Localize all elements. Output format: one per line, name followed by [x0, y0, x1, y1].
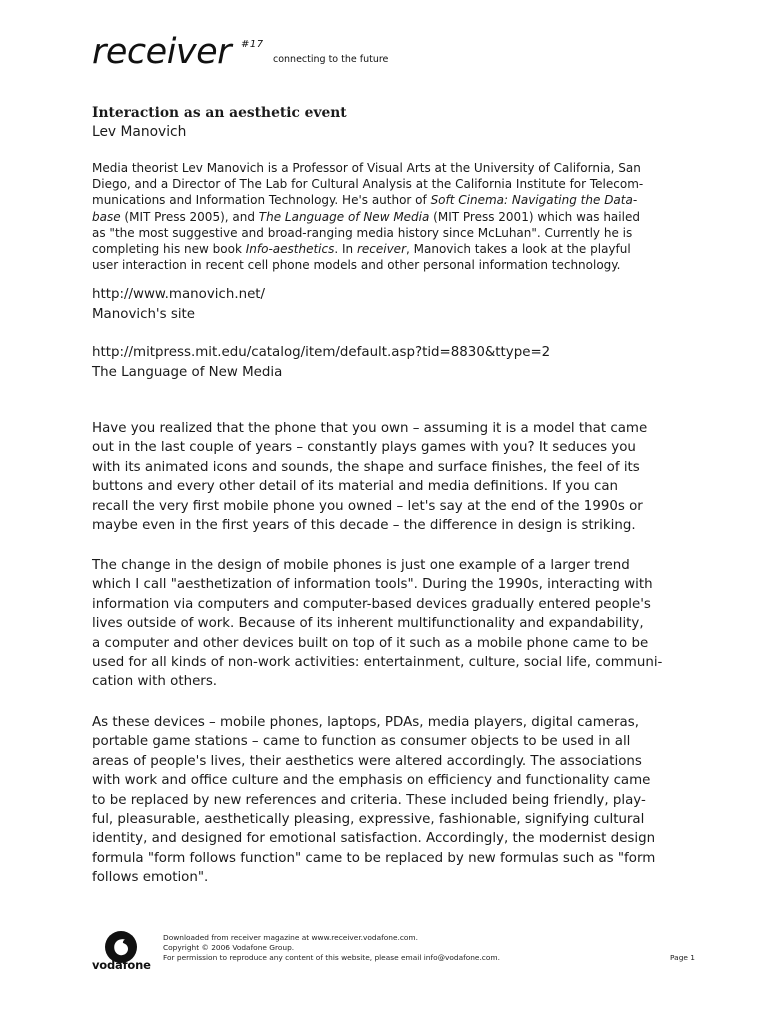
link-url[interactable]: http://mitpress.mit.edu/catalog/item/default.asp?tid=8830&ttype=2 [92, 345, 551, 360]
paragraph-line: cation with others. [92, 674, 218, 690]
book-title: Soft Cinema: Navigating the Data- [430, 193, 638, 208]
bio-line [92, 209, 702, 225]
bio-line: user interaction in recent cell phone models and other personal information technology. [92, 258, 621, 273]
body-paragraph-2 [92, 556, 712, 692]
receiver-logo: receiver [92, 32, 232, 72]
paragraph-line: recall the very first mobile phone you owned – let's say at the end of the 1990s or [92, 498, 643, 514]
body-paragraph-1 [92, 419, 712, 535]
paragraph-line: information via computers and computer-based devices gradually entered people's [92, 596, 651, 612]
vodafone-wordmark: vodafone [92, 958, 151, 972]
bio-line: Diego, and a Director of The Lab for Cultural Analysis at the California Institute for Telecom- [92, 177, 644, 192]
article-title: Interaction as an aesthetic event [92, 105, 347, 121]
link-block-manovich-site [92, 285, 712, 325]
bio-text: (MIT Press 2005), and [120, 209, 259, 224]
paragraph-line: with work and office culture and the emphasis on efficiency and functionality came [92, 773, 651, 789]
bio-text: munications and Information Technology. He's author of [92, 193, 431, 208]
link-url[interactable]: http://www.manovich.net/ [92, 287, 266, 302]
bio-text: completing his new book [92, 242, 246, 257]
book-title: The Language of New Media [258, 209, 430, 224]
paragraph-line: formula "form follows function" came to be replaced by new formulas such as "form [92, 850, 656, 866]
author-bio [92, 160, 702, 273]
paragraph-line: to be replaced by new references and criteria. These included being friendly, play- [92, 792, 646, 808]
book-title: base [92, 209, 121, 224]
paragraph-line: portable game stations – came to function as consumer objects to be used in all [92, 734, 631, 750]
issue-number: #17 [241, 39, 264, 50]
paragraph-line: The change in the design of mobile phones is just one example of a larger trend [92, 558, 630, 573]
bio-text: . In [334, 242, 357, 257]
paragraph-line: identity, and designed for emotional satisfaction. Accordingly, the modernist design [92, 831, 656, 847]
paragraph-line: lives outside of work. Because of its inherent multifunctionality and expandability, [92, 616, 644, 632]
link-block-mit-press [92, 343, 712, 383]
footer-notice [163, 933, 703, 964]
vodafone-logo [92, 928, 152, 974]
link-label: The Language of New Media [92, 365, 283, 380]
bio-line: as "the most suggestive and broad-ranging media history since McLuhan". Currently he is [92, 225, 633, 240]
paragraph-line: areas of people's lives, their aesthetics were altered accordingly. The associations [92, 753, 642, 769]
body-paragraph-3 [92, 713, 712, 888]
bio-text: (MIT Press 2001) which was hailed [429, 209, 640, 224]
tagline: connecting to the future [273, 54, 389, 65]
bio-line [92, 241, 702, 257]
link-label: Manovich's site [92, 307, 196, 322]
bio-line: Media theorist Lev Manovich is a Professor of Visual Arts at the University of California, San [92, 161, 641, 175]
paragraph-line: follows emotion". [92, 870, 209, 886]
paragraph-line: As these devices – mobile phones, laptops, PDAs, media players, digital cameras, [92, 715, 639, 730]
magazine-name: receiver [356, 242, 407, 257]
paragraph-line: Have you realized that the phone that you own – assuming it is a model that came [92, 421, 648, 436]
paragraph-line: out in the last couple of years – constantly plays games with you? It seduces you [92, 440, 636, 456]
footer-line: For permission to reproduce any content of this website, please email info@vodafone.com. [163, 953, 500, 963]
footer-line: Downloaded from receiver magazine at www.receiver.vodafone.com. [163, 933, 418, 942]
bio-line [92, 192, 702, 208]
page-number: Page 1 [670, 953, 695, 962]
article-author: Lev Manovich [92, 124, 187, 140]
paragraph-line: a computer and other devices built on top of it such as a mobile phone came to be [92, 635, 649, 651]
paragraph-line: with its animated icons and sounds, the shape and surface finishes, the feel of its [92, 459, 640, 475]
book-title: Info-aesthetics [245, 242, 335, 257]
paragraph-line: maybe even in the first years of this decade – the difference in design is striking. [92, 518, 636, 534]
paragraph-line: which I call "aesthetization of information tools". During the 1990s, interacting with [92, 577, 653, 593]
paragraph-line: used for all kinds of non-work activities: entertainment, culture, social life, communi- [92, 655, 663, 671]
paragraph-line: ful, pleasurable, aesthetically pleasing, expressive, fashionable, signifying cultural [92, 812, 645, 828]
bio-text: , Manovich takes a look at the playful [406, 242, 631, 257]
paragraph-line: buttons and every other detail of its material and media definitions. If you can [92, 479, 619, 495]
footer-line: Copyright © 2006 Vodafone Group. [163, 943, 295, 953]
